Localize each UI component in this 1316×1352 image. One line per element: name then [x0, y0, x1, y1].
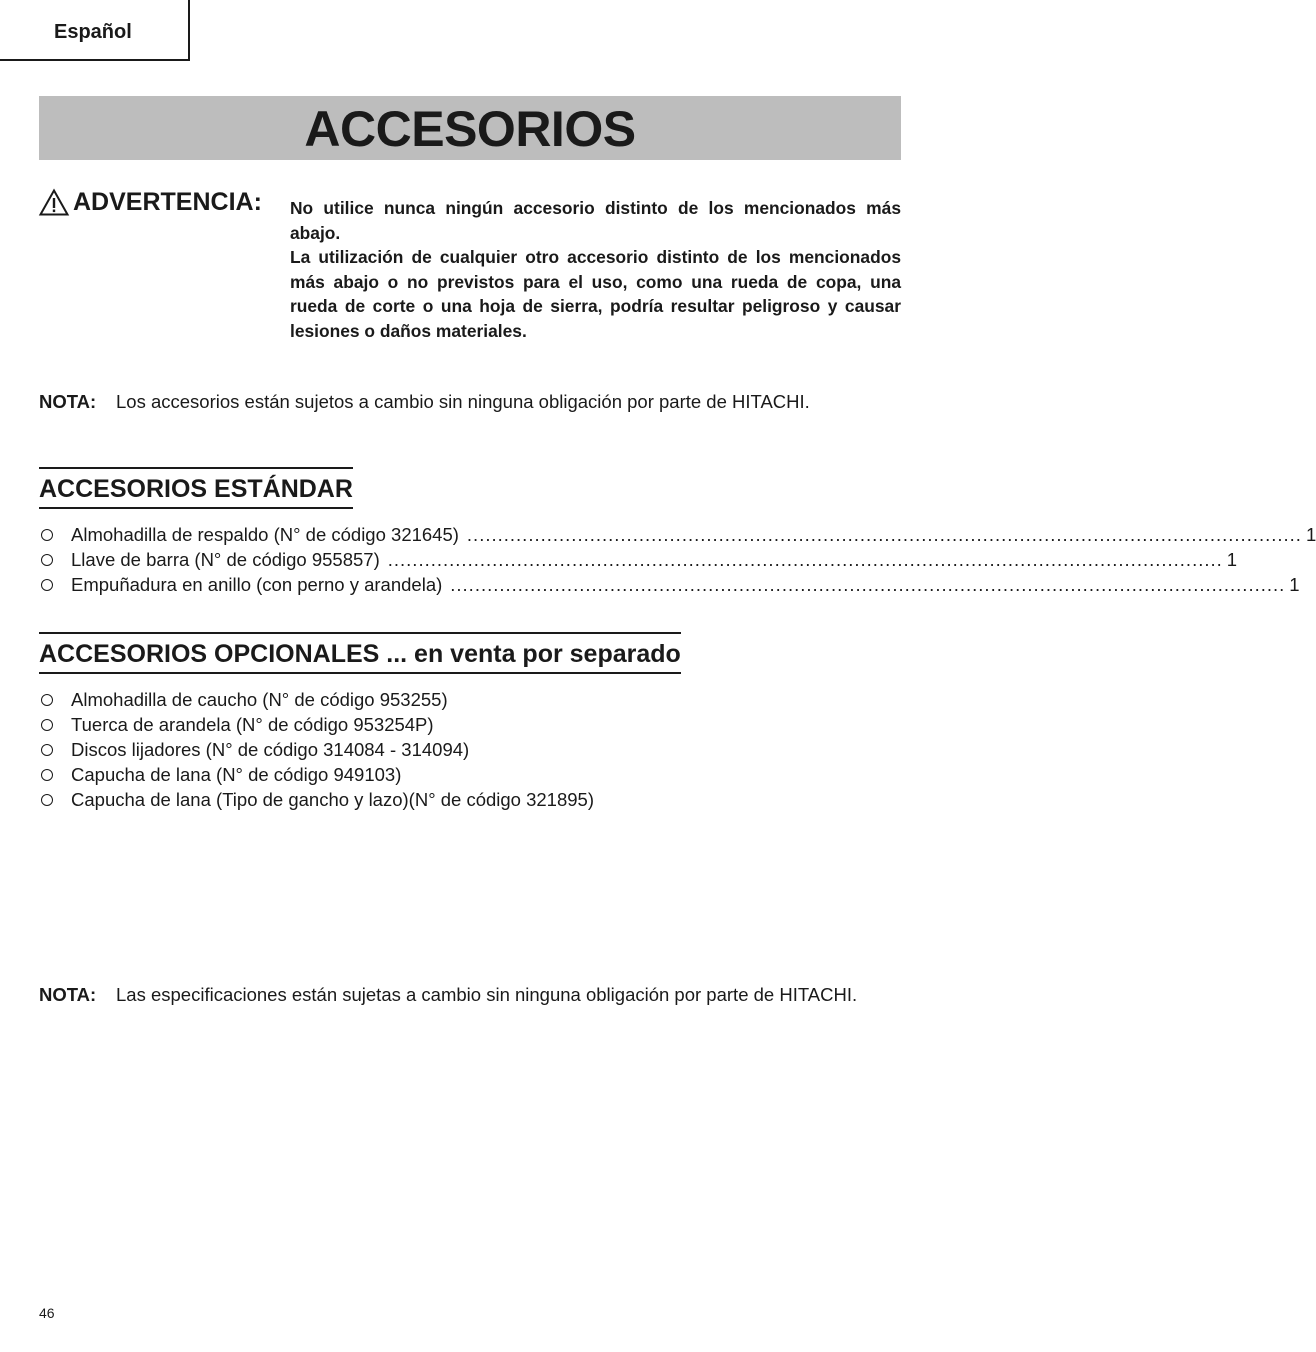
- title-banner: [39, 96, 901, 160]
- list-item: [39, 762, 594, 787]
- circle-bullet-icon: [41, 694, 53, 706]
- note-label: NOTA:: [39, 984, 97, 1005]
- list-item: [39, 712, 594, 737]
- circle-bullet-icon: [41, 794, 53, 806]
- warning-paragraph-1: No utilice nunca ningún accesorio distinto de los mencionados más abajo.: [290, 198, 901, 243]
- note-text: Los accesorios están sujetos a cambio sin ninguna obligación por parte de HITACHI.: [116, 391, 810, 412]
- standard-accessories-heading: ACCESORIOS ESTÁNDAR: [39, 467, 353, 509]
- warning-heading: [39, 188, 262, 217]
- item-text: Almohadilla de respaldo (N° de código 321645): [71, 524, 459, 545]
- note-text: Las especificaciones están sujetas a cambio sin ninguna obligación por parte de HITACHI.: [116, 984, 858, 1005]
- item-text: Capucha de lana (Tipo de gancho y lazo)(N° de código 321895): [71, 789, 594, 810]
- circle-bullet-icon: [41, 769, 53, 781]
- list-item: [39, 737, 594, 762]
- dot-leader: ........................................................................................................................................: [387, 549, 1223, 570]
- dot-leader: ........................................................................................................................................: [466, 524, 1302, 545]
- circle-bullet-icon: [41, 579, 53, 591]
- list-item: [39, 572, 1300, 597]
- standard-accessories-list: [39, 522, 1316, 597]
- list-item: [39, 547, 1238, 572]
- item-quantity: 1: [1305, 524, 1316, 545]
- list-item: [39, 522, 1316, 547]
- item-quantity: 1: [1289, 574, 1300, 595]
- optional-accessories-list: [39, 687, 594, 812]
- warning-triangle-icon: [39, 189, 69, 216]
- list-item: [39, 787, 594, 812]
- page-number: 46: [39, 1305, 55, 1321]
- dot-leader: ........................................................................................................................................: [450, 574, 1286, 595]
- language-label: Español: [54, 21, 132, 43]
- optional-accessories-heading: ACCESORIOS OPCIONALES ... en venta por separado: [39, 632, 681, 674]
- list-item: [39, 687, 594, 712]
- language-tab: [0, 0, 190, 61]
- circle-bullet-icon: [41, 719, 53, 731]
- circle-bullet-icon: [41, 554, 53, 566]
- item-quantity: 1: [1226, 549, 1238, 570]
- note-specifications: [39, 982, 901, 1007]
- warning-label: ADVERTENCIA:: [73, 188, 262, 216]
- item-text: Empuñadura en anillo (con perno y arandela): [71, 574, 443, 595]
- note-label: NOTA:: [39, 391, 97, 412]
- circle-bullet-icon: [41, 529, 53, 541]
- item-text: Llave de barra (N° de código 955857): [71, 549, 380, 570]
- item-text: Capucha de lana (N° de código 949103): [71, 764, 402, 785]
- item-text: Discos lijadores (N° de código 314084 - 314094): [71, 739, 470, 760]
- warning-text: [290, 196, 901, 344]
- item-text: Almohadilla de caucho (N° de código 953255): [71, 689, 448, 710]
- circle-bullet-icon: [41, 744, 53, 756]
- note-accessories: [39, 389, 901, 414]
- warning-paragraph-2: La utilización de cualquier otro accesorio distinto de los mencionados más abajo o no previstos para el uso, como una rueda de copa, una rueda de corte o una hoja de sierra, podría resultar peligroso y causar lesiones o daños materiales.: [290, 247, 901, 341]
- page-title: ACCESORIOS: [304, 101, 636, 157]
- item-text: Tuerca de arandela (N° de código 953254P): [71, 714, 434, 735]
